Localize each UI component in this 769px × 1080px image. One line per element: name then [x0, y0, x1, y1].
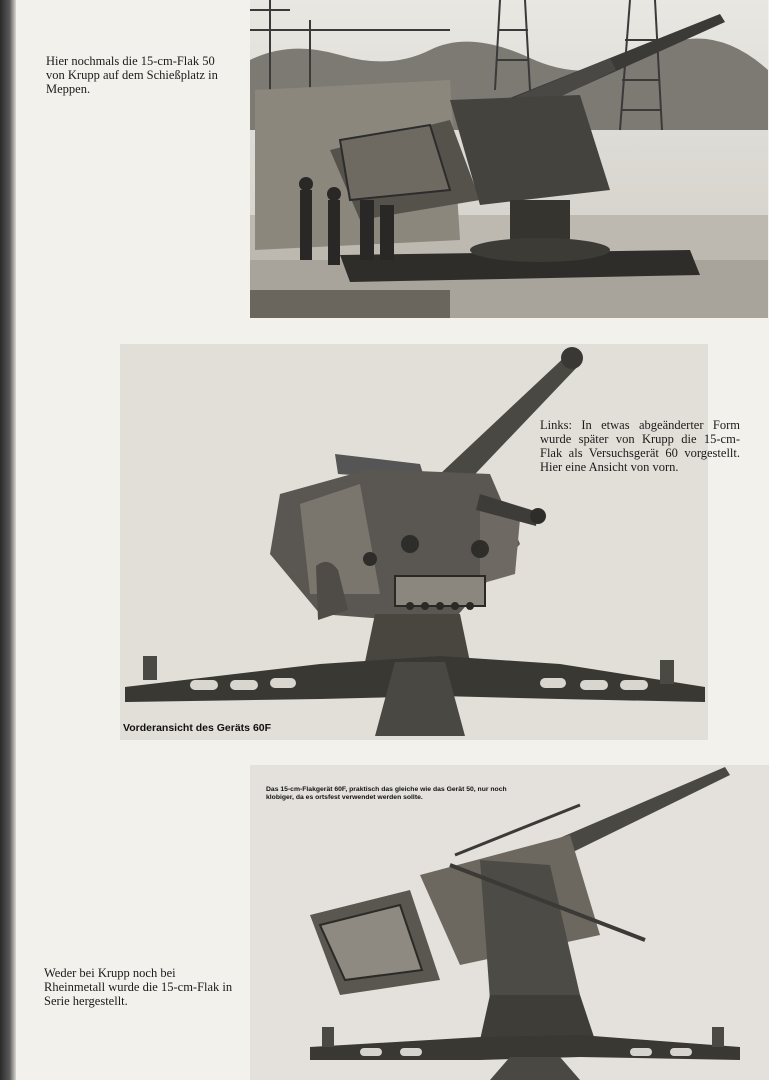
caption-middle: Links: In etwas abgeänderter Form wurde später von Krupp die 15-cm-Flak als Versuchsgerät 60 vorgestellt. Hier eine Ansicht von vorn. — [540, 418, 740, 474]
caption-top: Hier nochmals die 15-cm-Flak 50 von Krupp auf dem Schießplatz in Meppen. — [46, 54, 218, 96]
label-middle-photo: Vorderansicht des Geräts 60F — [123, 722, 272, 734]
label-bottom-photo: Das 15-cm-Flakgerät 60F, praktisch das gleiche wie das Gerät 50, nur noch klobiger, da es ortsfest verwendet werden sollte. — [266, 786, 507, 802]
photo-geraet-60f-front — [120, 344, 708, 740]
photo-geraet-60f-side — [250, 765, 769, 1080]
book-binding-shadow — [0, 0, 16, 1080]
photo-flak-50-meppen — [250, 0, 768, 318]
caption-bottom: Weder bei Krupp noch bei Rheinmetall wurde die 15-cm-Flak in Serie hergestellt. — [44, 966, 233, 1008]
